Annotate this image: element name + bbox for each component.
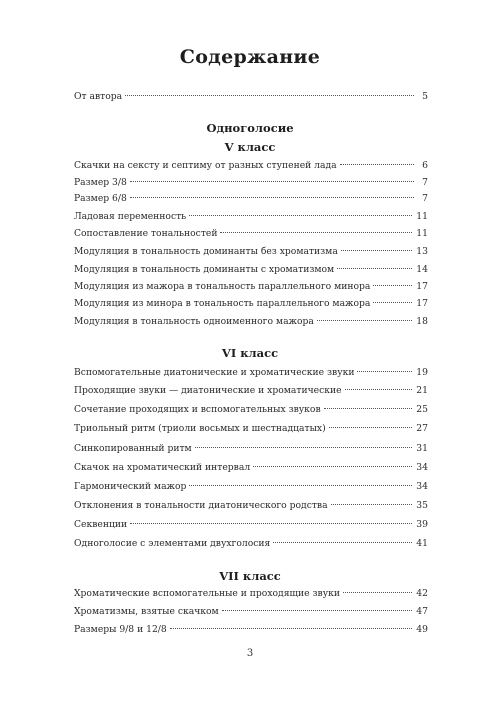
class-heading-vii: VII класс <box>219 569 281 583</box>
toc-entry-text: Хроматизмы, взятые скачком <box>74 606 219 617</box>
toc-entry-page: 19 <box>416 367 428 378</box>
toc-entry-text: Модуляция из мажора в тональность параллельного минора <box>74 281 371 292</box>
toc-entry-text: Размер 3/8 <box>74 177 127 188</box>
toc-entry-page: 11 <box>416 211 428 222</box>
toc-entry[interactable] <box>74 210 428 224</box>
dot-leader <box>125 95 414 96</box>
toc-entry-text: Отклонения в тональности диатонического родства <box>74 500 328 511</box>
toc-entry-page: 31 <box>416 443 428 454</box>
dot-leader <box>189 485 412 486</box>
toc-entry[interactable] <box>74 403 428 417</box>
toc-entry-page: 47 <box>416 606 428 617</box>
dot-leader <box>337 268 412 269</box>
toc-entry-page: 25 <box>416 404 428 415</box>
toc-entry[interactable] <box>74 442 428 456</box>
toc-entry[interactable] <box>74 384 428 398</box>
dot-leader <box>170 628 413 629</box>
dot-leader <box>130 197 414 198</box>
dot-leader <box>341 250 413 251</box>
dot-leader <box>373 302 412 303</box>
dot-leader <box>253 466 412 467</box>
toc-entry[interactable] <box>74 245 428 259</box>
toc-entry-text: Сочетание проходящих и вспомогательных звуков <box>74 404 321 415</box>
dot-leader <box>343 592 412 593</box>
toc-entry-text: Вспомогательные диатонические и хроматические звуки <box>74 367 355 378</box>
toc-entry-text: Модуляция в тональность доминанты с хроматизмом <box>74 264 335 275</box>
dot-leader <box>340 164 414 165</box>
toc-entry[interactable] <box>74 422 428 436</box>
toc-entry-text: Модуляция в тональность одноименного мажора <box>74 316 314 327</box>
section-heading: Одноголосие <box>206 121 294 135</box>
toc-entry-page: 5 <box>422 91 428 102</box>
toc-entry-page: 17 <box>416 281 428 292</box>
dot-leader <box>130 181 414 182</box>
toc-entry-page: 35 <box>416 500 428 511</box>
toc-entry-page: 11 <box>416 228 428 239</box>
dot-leader <box>222 610 413 611</box>
toc-entry[interactable] <box>74 159 428 173</box>
toc-entry[interactable] <box>74 480 428 494</box>
toc-entry-text: От автора <box>74 91 123 102</box>
toc-entry[interactable] <box>74 623 428 637</box>
toc-entry-text: Размер 6/8 <box>74 193 127 204</box>
toc-entry-page: 7 <box>422 177 428 188</box>
toc-entry[interactable] <box>74 518 428 532</box>
toc-entry-text: Триольный ритм (триоли восьмых и шестнадцатых) <box>74 423 326 434</box>
toc-entry-text: Размеры 9/8 и 12/8 <box>74 624 167 635</box>
toc-entry-text: Одноголосие с элементами двухголосия <box>74 538 271 549</box>
toc-entry-page: 49 <box>416 624 428 635</box>
toc-entry-text: Сопоставление тональностей <box>74 228 218 239</box>
dot-leader <box>195 447 413 448</box>
dot-leader <box>130 523 412 524</box>
toc-entry-text: Скачок на хроматический интервал <box>74 462 251 473</box>
toc-entry-page: 34 <box>416 462 428 473</box>
dot-leader <box>329 427 413 428</box>
toc-entry-page: 21 <box>416 385 428 396</box>
toc-entry[interactable] <box>74 605 428 619</box>
dot-leader <box>373 285 412 286</box>
class-heading-vi: VI класс <box>221 346 279 360</box>
toc-entry-page: 39 <box>416 519 428 530</box>
toc-entry[interactable] <box>74 499 428 513</box>
toc-entry[interactable] <box>74 280 428 294</box>
toc-entry[interactable] <box>74 587 428 601</box>
toc-entry-text: Синкопированный ритм <box>74 443 192 454</box>
toc-entry-text: Секвенции <box>74 519 128 530</box>
page-title: Содержание <box>179 46 321 68</box>
class-heading-v: V класс <box>224 140 276 154</box>
toc-entry-page: 6 <box>422 160 428 171</box>
toc-entry-page: 41 <box>416 538 428 549</box>
toc-entry-preface[interactable] <box>74 90 428 104</box>
toc-entry-text: Проходящие звуки — диатонические и хроматические <box>74 385 342 396</box>
dot-leader <box>273 542 412 543</box>
toc-entry[interactable] <box>74 366 428 380</box>
toc-entry-page: 13 <box>416 246 428 257</box>
toc-entry-text: Модуляция в тональность доминанты без хроматизма <box>74 246 338 257</box>
toc-entry[interactable] <box>74 297 428 311</box>
toc-entry-text: Ладовая переменность <box>74 211 187 222</box>
toc-entry[interactable] <box>74 263 428 277</box>
dot-leader <box>324 408 413 409</box>
toc-entry[interactable] <box>74 192 428 206</box>
toc-entry-page: 27 <box>416 423 428 434</box>
toc-entry[interactable] <box>74 176 428 190</box>
dot-leader <box>331 504 413 505</box>
toc-entry-text: Скачки на сексту и септиму от разных ступеней лада <box>74 160 337 171</box>
toc-entry[interactable] <box>74 537 428 551</box>
dot-leader <box>317 320 412 321</box>
toc-entry-page: 7 <box>422 193 428 204</box>
toc-entry-page: 42 <box>416 588 428 599</box>
dot-leader <box>220 232 412 233</box>
toc-entry-page: 18 <box>416 316 428 327</box>
toc-entry[interactable] <box>74 315 428 329</box>
dot-leader <box>345 389 413 390</box>
page-number: 3 <box>246 648 254 659</box>
dot-leader <box>357 371 412 372</box>
toc-entry-page: 14 <box>416 264 428 275</box>
toc-entry-text: Гармонический мажор <box>74 481 187 492</box>
toc-entry[interactable] <box>74 227 428 241</box>
toc-entry-page: 17 <box>416 298 428 309</box>
toc-entry-text: Модуляция из минора в тональность параллельного мажора <box>74 298 371 309</box>
toc-entry-page: 34 <box>416 481 428 492</box>
toc-entry-text: Хроматические вспомогательные и проходящие звуки <box>74 588 340 599</box>
toc-entry[interactable] <box>74 461 428 475</box>
dot-leader <box>189 215 412 216</box>
